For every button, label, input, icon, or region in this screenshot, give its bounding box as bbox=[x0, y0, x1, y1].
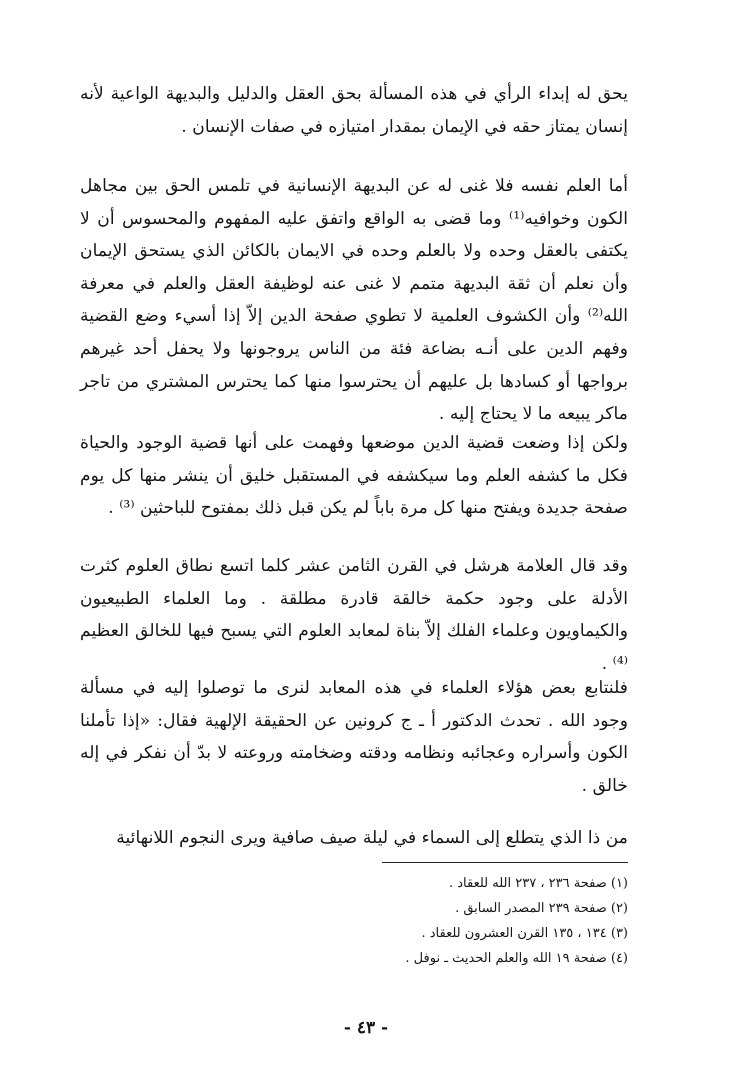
paragraph-5: فلنتابع بعض هؤلاء العلماء في هذه المعابد لنرى ما توصلوا إليه في مسألة وجود الله . تحدث الدكتور أ ـ ج كرونين عن الحقيقة الإلهية فقال: «إذا تأملنا الكون وأسراره وعجائبه ونظامه ودقته وضخامته وروعته لا بدّ أن نفكر في إله خالق . bbox=[80, 678, 628, 796]
footnote-2: (٢) صفحة ٢٣٩ المصدر السابق . bbox=[455, 901, 628, 916]
footnote-3: (٣) ١٣٤ ، ١٣٥ القرن العشرون للعقاد . bbox=[421, 926, 628, 941]
paragraph-3: ولكن إذا وضعت قضية الدين موضعها وفهمت على أنها قضية الوجود والحياة فكل ما كشفه العلم وما سيكشفه في المستقبل خليق أن ينشر منها كل يوم صفحة جديدة ويفتح منها كل مرة باباً لم يكن قبل ذلك بمفتوح للباحثين ⁽³⁾ . bbox=[80, 433, 628, 519]
paragraph-4: وقد قال العلامة هرشل في القرن الثامن عشر كلما اتسع نطاق العلوم كثرت الأدلة على وجود حكمة خالقة قادرة مطلقة . وما العلماء الطبيعيون والكيماويون وعلماء الفلك إلاّ بناة لمعابد العلوم التي يسبح فيها للخالق العظيم ⁽⁴⁾ . bbox=[80, 556, 628, 674]
footnotes-list bbox=[168, 871, 628, 971]
footnote-1: (١) صفحة ٢٣٦ ، ٢٣٧ الله للعقاد . bbox=[449, 876, 628, 891]
paragraph-6: من ذا الذي يتطلع إلى السماء في ليلة صيف صافية ويرى النجوم اللانهائية bbox=[116, 828, 628, 848]
paragraph-1: يحق له إبداء الرأي في هذه المسألة بحق العقل والدليل والبديهة الواعية لأنه إنسان يمتاز حقه في الإيمان بمقدار امتيازه في صفات الإنسان . bbox=[80, 84, 628, 137]
page-number: - ٤٣ - bbox=[343, 1018, 389, 1038]
footnote-divider bbox=[382, 862, 628, 863]
paragraph-2: أما العلم نفسه فلا غنى له عن البديهة الإنسانية في تلمس الحق بين مجاهل الكون وخوافيه⁽¹⁾ وما قضى به الواقع واتفق عليه المفهوم والمحسوس أن لا يكتفى بالعقل وحده ولا بالعلم وحده في الايمان بالكائن الذي يستحق الإيمان وأن نعلم أن ثقة البديهة متمم لا غنى عنه لوظيفة العقل والعلم في معرفة الله⁽²⁾ وأن الكشوف العلمية لا تطوي صفحة الدين إلاّ إذا أسيء وضع القضية وفهم الدين على أنـه بضاعة فئة من الناس يروجونها ولا يحفل أحد غيرهم برواجها أو كسادها بل عليهم أن يحترسوا منها كما يحترس المشتري من تاجر ماكر يبيعه ما لا يحتاج إليه . bbox=[80, 176, 628, 425]
footnote-4: (٤) صفحة ١٩ الله والعلم الحديث ـ نوفل . bbox=[405, 951, 628, 966]
